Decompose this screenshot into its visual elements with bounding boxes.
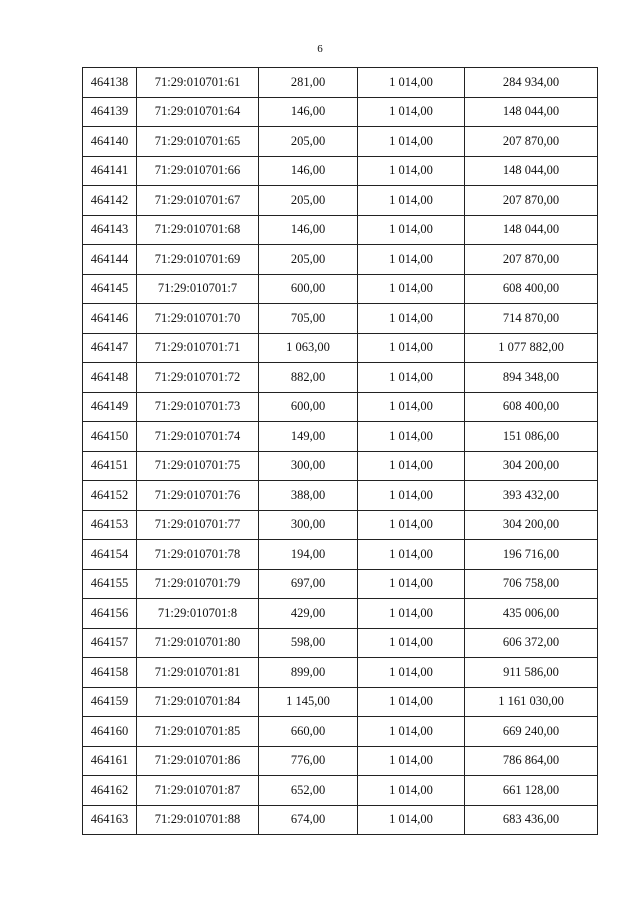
cadastral-value-cell: 435 006,00	[465, 599, 598, 629]
cadastral-value-cell: 284 934,00	[465, 68, 598, 98]
cadastral-value-cell: 148 044,00	[465, 156, 598, 186]
table-row	[83, 68, 598, 98]
table-row	[83, 540, 598, 570]
area-cell: 1 063,00	[259, 333, 358, 363]
rate-cell: 1 014,00	[358, 333, 465, 363]
record-id-cell: 464154	[83, 540, 137, 570]
table-body	[83, 68, 598, 835]
table-row	[83, 510, 598, 540]
cadastral-value-cell: 608 400,00	[465, 274, 598, 304]
record-id-cell: 464163	[83, 805, 137, 835]
cadastral-value-cell: 661 128,00	[465, 776, 598, 806]
area-cell: 652,00	[259, 776, 358, 806]
rate-cell: 1 014,00	[358, 628, 465, 658]
record-id-cell: 464162	[83, 776, 137, 806]
cadastral-number-cell: 71:29:010701:66	[137, 156, 259, 186]
cadastral-number-cell: 71:29:010701:7	[137, 274, 259, 304]
cadastral-number-cell: 71:29:010701:77	[137, 510, 259, 540]
table-row	[83, 304, 598, 334]
cadastral-value-cell: 911 586,00	[465, 658, 598, 688]
table-row	[83, 215, 598, 245]
record-id-cell: 464157	[83, 628, 137, 658]
area-cell: 300,00	[259, 510, 358, 540]
table-row	[83, 245, 598, 275]
area-cell: 705,00	[259, 304, 358, 334]
table-row	[83, 599, 598, 629]
record-id-cell: 464146	[83, 304, 137, 334]
rate-cell: 1 014,00	[358, 540, 465, 570]
page-number: 6	[317, 43, 323, 55]
area-cell: 776,00	[259, 746, 358, 776]
table-row	[83, 333, 598, 363]
record-id-cell: 464161	[83, 746, 137, 776]
cadastral-value-cell: 207 870,00	[465, 186, 598, 216]
record-id-cell: 464148	[83, 363, 137, 393]
area-cell: 697,00	[259, 569, 358, 599]
table-row	[83, 422, 598, 452]
area-cell: 598,00	[259, 628, 358, 658]
table-row	[83, 746, 598, 776]
record-id-cell: 464138	[83, 68, 137, 98]
area-cell: 205,00	[259, 127, 358, 157]
area-cell: 600,00	[259, 392, 358, 422]
cadastral-number-cell: 71:29:010701:75	[137, 451, 259, 481]
record-id-cell: 464142	[83, 186, 137, 216]
record-id-cell: 464141	[83, 156, 137, 186]
cadastral-number-cell: 71:29:010701:73	[137, 392, 259, 422]
table-row	[83, 687, 598, 717]
rate-cell: 1 014,00	[358, 156, 465, 186]
table-row	[83, 451, 598, 481]
cadastral-number-cell: 71:29:010701:81	[137, 658, 259, 688]
table-row	[83, 186, 598, 216]
cadastral-number-cell: 71:29:010701:87	[137, 776, 259, 806]
cadastral-number-cell: 71:29:010701:86	[137, 746, 259, 776]
rate-cell: 1 014,00	[358, 68, 465, 98]
cadastral-number-cell: 71:29:010701:70	[137, 304, 259, 334]
rate-cell: 1 014,00	[358, 658, 465, 688]
cadastral-number-cell: 71:29:010701:72	[137, 363, 259, 393]
record-id-cell: 464159	[83, 687, 137, 717]
cadastral-value-cell: 148 044,00	[465, 215, 598, 245]
record-id-cell: 464150	[83, 422, 137, 452]
cadastral-number-cell: 71:29:010701:67	[137, 186, 259, 216]
area-cell: 146,00	[259, 215, 358, 245]
rate-cell: 1 014,00	[358, 805, 465, 835]
cadastral-value-cell: 683 436,00	[465, 805, 598, 835]
cadastral-value-cell: 608 400,00	[465, 392, 598, 422]
area-cell: 882,00	[259, 363, 358, 393]
record-id-cell: 464144	[83, 245, 137, 275]
cadastral-number-cell: 71:29:010701:61	[137, 68, 259, 98]
cadastral-value-cell: 151 086,00	[465, 422, 598, 452]
cadastral-number-cell: 71:29:010701:68	[137, 215, 259, 245]
rate-cell: 1 014,00	[358, 186, 465, 216]
table-row	[83, 392, 598, 422]
record-id-cell: 464152	[83, 481, 137, 511]
cadastral-value-cell: 196 716,00	[465, 540, 598, 570]
cadastral-number-cell: 71:29:010701:76	[137, 481, 259, 511]
table-row	[83, 274, 598, 304]
area-cell: 429,00	[259, 599, 358, 629]
cadastral-number-cell: 71:29:010701:74	[137, 422, 259, 452]
rate-cell: 1 014,00	[358, 746, 465, 776]
area-cell: 600,00	[259, 274, 358, 304]
rate-cell: 1 014,00	[358, 392, 465, 422]
rate-cell: 1 014,00	[358, 274, 465, 304]
record-id-cell: 464153	[83, 510, 137, 540]
rate-cell: 1 014,00	[358, 481, 465, 511]
cadastral-value-cell: 207 870,00	[465, 127, 598, 157]
cadastral-value-cell: 207 870,00	[465, 245, 598, 275]
cadastral-value-cell: 1 161 030,00	[465, 687, 598, 717]
rate-cell: 1 014,00	[358, 127, 465, 157]
area-cell: 660,00	[259, 717, 358, 747]
area-cell: 674,00	[259, 805, 358, 835]
rate-cell: 1 014,00	[358, 599, 465, 629]
cadastral-number-cell: 71:29:010701:85	[137, 717, 259, 747]
record-id-cell: 464155	[83, 569, 137, 599]
table-row	[83, 363, 598, 393]
record-id-cell: 464151	[83, 451, 137, 481]
record-id-cell: 464143	[83, 215, 137, 245]
area-cell: 146,00	[259, 97, 358, 127]
table-row	[83, 156, 598, 186]
table-row	[83, 481, 598, 511]
rate-cell: 1 014,00	[358, 245, 465, 275]
cadastral-value-cell: 706 758,00	[465, 569, 598, 599]
table-row	[83, 628, 598, 658]
table-row	[83, 569, 598, 599]
cadastral-value-cell: 786 864,00	[465, 746, 598, 776]
record-id-cell: 464149	[83, 392, 137, 422]
cadastral-value-cell: 304 200,00	[465, 510, 598, 540]
cadastral-number-cell: 71:29:010701:71	[137, 333, 259, 363]
cadastral-value-cell: 393 432,00	[465, 481, 598, 511]
cadastral-value-cell: 669 240,00	[465, 717, 598, 747]
area-cell: 149,00	[259, 422, 358, 452]
cadastral-number-cell: 71:29:010701:84	[137, 687, 259, 717]
record-id-cell: 464140	[83, 127, 137, 157]
record-id-cell: 464158	[83, 658, 137, 688]
table-row	[83, 97, 598, 127]
rate-cell: 1 014,00	[358, 422, 465, 452]
table-row	[83, 127, 598, 157]
rate-cell: 1 014,00	[358, 776, 465, 806]
record-id-cell: 464156	[83, 599, 137, 629]
cadastral-number-cell: 71:29:010701:8	[137, 599, 259, 629]
rate-cell: 1 014,00	[358, 687, 465, 717]
cadastral-value-cell: 606 372,00	[465, 628, 598, 658]
cadastral-number-cell: 71:29:010701:80	[137, 628, 259, 658]
area-cell: 146,00	[259, 156, 358, 186]
table-row	[83, 717, 598, 747]
area-cell: 300,00	[259, 451, 358, 481]
cadastral-number-cell: 71:29:010701:65	[137, 127, 259, 157]
area-cell: 281,00	[259, 68, 358, 98]
record-id-cell: 464147	[83, 333, 137, 363]
rate-cell: 1 014,00	[358, 304, 465, 334]
rate-cell: 1 014,00	[358, 569, 465, 599]
cadastral-value-cell: 894 348,00	[465, 363, 598, 393]
table-row	[83, 658, 598, 688]
rate-cell: 1 014,00	[358, 97, 465, 127]
record-id-cell: 464145	[83, 274, 137, 304]
record-id-cell: 464139	[83, 97, 137, 127]
table-row	[83, 776, 598, 806]
rate-cell: 1 014,00	[358, 363, 465, 393]
cadastral-number-cell: 71:29:010701:79	[137, 569, 259, 599]
cadastral-value-cell: 148 044,00	[465, 97, 598, 127]
area-cell: 205,00	[259, 186, 358, 216]
rate-cell: 1 014,00	[358, 451, 465, 481]
rate-cell: 1 014,00	[358, 215, 465, 245]
rate-cell: 1 014,00	[358, 717, 465, 747]
cadastral-value-cell: 304 200,00	[465, 451, 598, 481]
cadastral-value-cell: 1 077 882,00	[465, 333, 598, 363]
area-cell: 205,00	[259, 245, 358, 275]
area-cell: 194,00	[259, 540, 358, 570]
rate-cell: 1 014,00	[358, 510, 465, 540]
record-id-cell: 464160	[83, 717, 137, 747]
cadastral-number-cell: 71:29:010701:78	[137, 540, 259, 570]
cadastral-number-cell: 71:29:010701:69	[137, 245, 259, 275]
area-cell: 388,00	[259, 481, 358, 511]
cadastral-value-cell: 714 870,00	[465, 304, 598, 334]
cadastral-number-cell: 71:29:010701:64	[137, 97, 259, 127]
area-cell: 899,00	[259, 658, 358, 688]
land-parcels-table	[82, 67, 598, 835]
area-cell: 1 145,00	[259, 687, 358, 717]
cadastral-number-cell: 71:29:010701:88	[137, 805, 259, 835]
table-row	[83, 805, 598, 835]
